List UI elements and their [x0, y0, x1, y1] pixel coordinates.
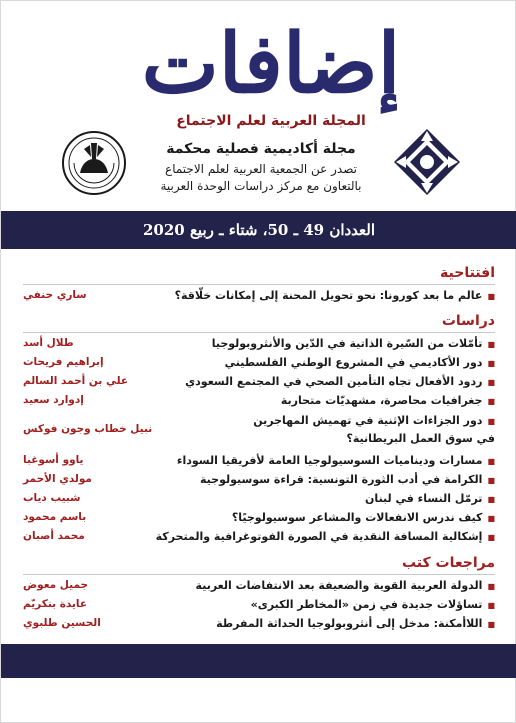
article-author: شبيب دياب — [23, 492, 81, 504]
article-author: باسم محمود — [23, 511, 87, 523]
article-author: علي بن أحمد السالم — [23, 375, 129, 387]
review-title: ■ اللاأمكنة: مدخل إلى أنثروبولوجيا الحداثة المفرطة — [216, 617, 495, 630]
review-title: ■ الدولة العربية القوية والضعيفة بعد الانتفاضات العربية — [196, 579, 495, 592]
article-title: ■ مسارات وديناميات السوسيولوجيا العامة لأفريقيا السوداء — [177, 454, 495, 467]
review-author: الحسين طلبوي — [23, 617, 101, 629]
section-divider — [23, 284, 495, 285]
list-item — [23, 598, 495, 616]
article-author: نبيل خطاب وجون فوكس — [23, 423, 153, 435]
issue-band: العددان 49 ـ 50، شتاء ـ ربيع 2020 — [1, 211, 516, 249]
article-title: ■ كيف ندرس الانفعالات والمشاعر سوسيولوجيًا؟ — [232, 511, 495, 524]
list-item — [23, 530, 495, 548]
cover-header — [1, 1, 516, 213]
article-title: ■ دور الجزاءات الإثنية في تهميش المهاجرين — [253, 414, 495, 427]
list-item — [23, 454, 495, 472]
section-title: افتتاحية — [440, 265, 495, 281]
review-author: عايدة بنكريّم — [23, 598, 88, 610]
article-author: محمد أصبان — [23, 530, 85, 542]
list-item — [23, 511, 495, 529]
review-author: جميل معوض — [23, 579, 89, 591]
article-author: ياوو أسوغبا — [23, 454, 84, 466]
journal-title: إضافات — [141, 16, 401, 112]
partner-line: بالتعاون مع مركز دراسات الوحدة العربية — [160, 179, 362, 193]
footer-band — [1, 644, 516, 678]
journal-emblem-icon — [392, 127, 462, 197]
journal-subtitle: المجلة العربية لعلم الاجتماع — [176, 113, 366, 129]
list-item — [23, 394, 495, 412]
article-title: ■ جغرافيات محاصرة، مشهديّات متحاربة — [281, 394, 495, 407]
section-title: مراجعات كتب — [401, 555, 495, 571]
journal-description — [151, 141, 371, 195]
article-author: طلال أسد — [23, 337, 74, 349]
article-title-continuation: في سوق العمل البريطانية؟ — [346, 432, 495, 445]
article-author: إدوارد سعيد — [23, 394, 84, 406]
article-title: ■ ردود الأفعال تجاه التأمين الصحي في المجتمع السعودي — [185, 375, 495, 388]
list-item — [23, 289, 495, 307]
article-title: ■ الكرامة في أدب الثورة التونسية: قراءة سوسيولوجية — [200, 473, 495, 486]
article-author: مولدي الأحمر — [23, 473, 92, 485]
list-item — [23, 375, 495, 393]
article-title: ■ عالم ما بعد كورونا: نحو تحويل المحنة إلى إمكانات خلّاقة؟ — [175, 289, 495, 302]
journal-type: مجلة أكاديمية فصلية محكمة — [166, 141, 356, 157]
review-title: ■ تساؤلات جديدة في زمن «المخاطر الكبرى» — [251, 598, 495, 611]
article-title: ■ دور الأكاديمي في المشروع الوطني الفلسطيني — [225, 356, 495, 369]
list-item — [23, 473, 495, 491]
publisher-line: تصدر عن الجمعية العربية لعلم الاجتماع — [165, 162, 357, 176]
list-item — [23, 579, 495, 597]
list-item — [23, 617, 495, 635]
article-title: ■ ترمّل النساء في لبنان — [365, 492, 495, 505]
association-emblem-icon — [60, 129, 128, 197]
list-item-continuation — [23, 423, 495, 450]
article-author: ساري حنفي — [23, 289, 87, 301]
section-title: دراسات — [441, 313, 495, 329]
list-item — [23, 337, 495, 355]
table-of-contents — [1, 257, 516, 637]
section-divider — [23, 332, 495, 333]
list-item — [23, 356, 495, 374]
section-divider — [23, 574, 495, 575]
article-author: إبراهيم فريحات — [23, 356, 104, 368]
list-item — [23, 492, 495, 510]
article-title: ■ إشكالية المسافة النقدية في الصورة الفوتوغرافية والمتحركة — [156, 530, 495, 543]
article-title: ■ تأمّلات من السّيرة الذاتية في الدّين والأنثروبولوجيا — [212, 337, 495, 350]
